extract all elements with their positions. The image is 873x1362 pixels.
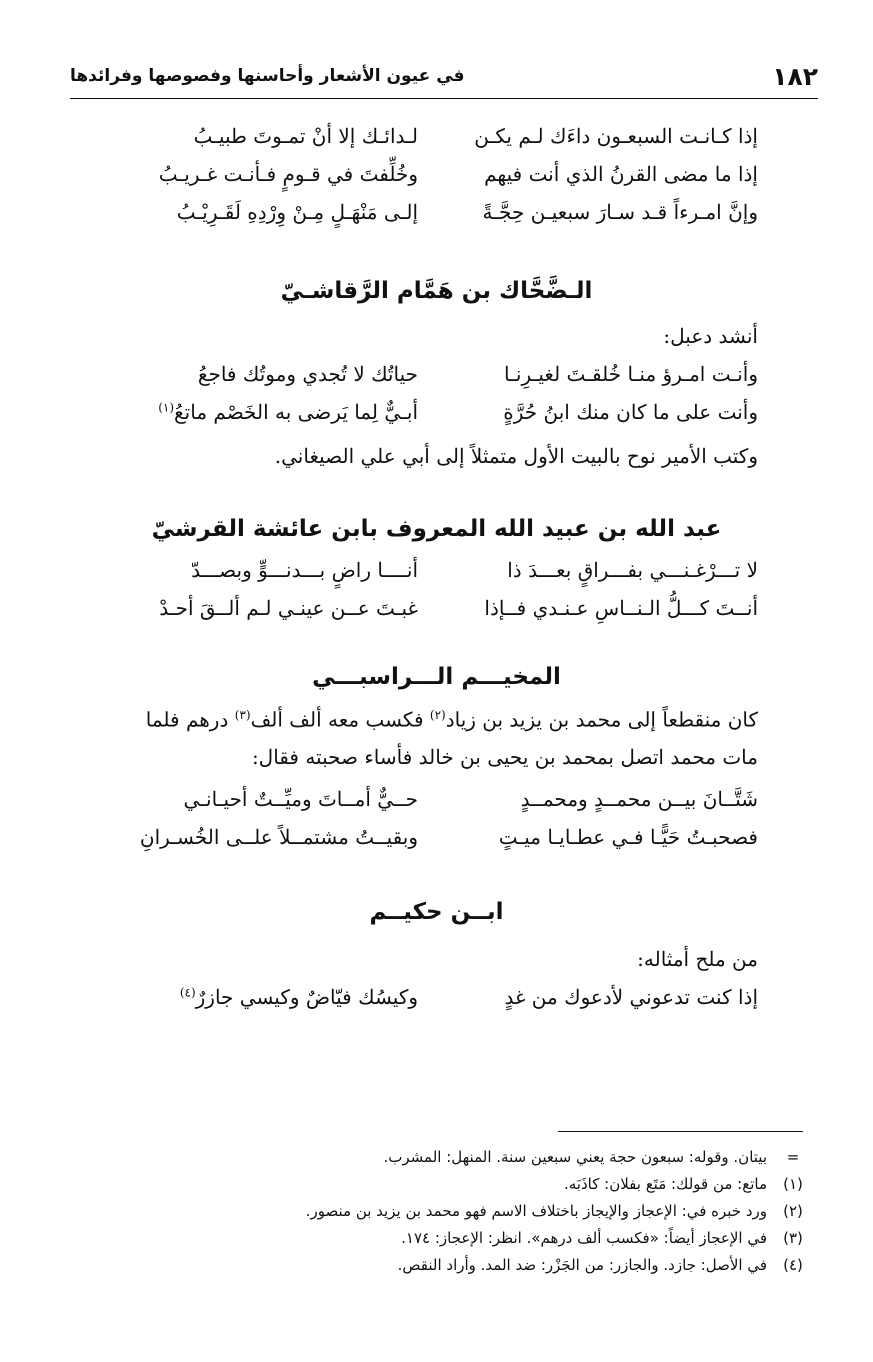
- footnote-ref: (٣): [234, 708, 251, 722]
- page-header: [70, 58, 818, 99]
- footnote-text: ورد خبره في: الإعجاز والإيجاز باختلاف الاسم فهو محمد بن يزيد بن منصور.: [305, 1202, 767, 1220]
- verse-hemistich-2: حياتُك لا تُجدي وموتُك فاجعُ: [197, 362, 418, 386]
- footnote-text: في الإعجاز أيضاً: «فكسب ألف درهم». انظر: الإعجاز: ١٧٤.: [401, 1229, 767, 1247]
- verse-hemistich-2: حــيٌّ أمــاتَ وميِّــتٌ أحيـانـي: [183, 786, 418, 811]
- intro-line: من ملح أمثاله:: [637, 946, 758, 971]
- prose-text: فكسب معه ألف ألف: [250, 707, 430, 732]
- page-content: [0, 110, 873, 1017]
- verse-line: [0, 356, 873, 394]
- footnote: [70, 1202, 811, 1229]
- footnote-mark: =: [786, 1148, 800, 1166]
- footnote-text: ماتع: من قولك: مَتَع بفلان: كاذَبَه.: [564, 1175, 767, 1193]
- section-heading: الـضَّحَّاك بن هَمَّام الرَّقاشـيّ: [280, 278, 593, 304]
- verse-hemistich-2: لـدائـك إلا أنْ تمـوتَ طبيـبُ: [193, 124, 418, 148]
- verse-line: [0, 979, 873, 1017]
- verse-hemistich-2: وبقيــتُ مشتمــلاً علــى الخُسـرانِ: [139, 824, 418, 849]
- verse-hemistich-1: وأنت على ما كان منك ابنُ حُرَّةٍ: [503, 400, 758, 424]
- page-number: ١٨٢: [772, 62, 818, 91]
- prose-paragraph: وكتب الأمير نوح بالبيت الأول متمثلاً إلى أبي علي الصيغاني.: [274, 444, 758, 468]
- verse-hemistich-1: وإنَّ امـرءاً قـد سـارَ سبعيـن حِجَّـةً: [482, 200, 758, 224]
- footnote: [70, 1148, 811, 1175]
- intro-line: أنشد دعبل:: [663, 324, 758, 348]
- verse-hemistich-2: إلـى مَنْهَـلٍ مِـنْ وِرْدِهِ لَقَـرِيْـبُ: [176, 200, 418, 224]
- footnote-mark: (٢): [783, 1202, 803, 1220]
- verse-hemistich-2: وخُلِّفتَ في قـومٍ فـأنـت غـريـبُ: [158, 162, 418, 186]
- prose-text: درهم فلما: [145, 707, 235, 732]
- verse-line: [0, 781, 873, 819]
- footnote-mark: (١): [783, 1175, 803, 1193]
- verse-hemistich-1: وأنـت امـرؤ منـا خُلقـتَ لغيـرِنـا: [503, 362, 758, 386]
- hemistich-text: وكيسُك فيّاضٌ وكيسي جازرٌ: [195, 984, 418, 1009]
- verse-line: [0, 118, 873, 156]
- footnotes: [70, 1148, 811, 1283]
- verse-hemistich-1: إذا ما مضى القرنُ الذي أنت فيهم: [484, 162, 758, 186]
- section-heading: المخيـــم الـــراسبـــي: [312, 664, 561, 690]
- footnote-mark: (٣): [783, 1229, 803, 1247]
- section-heading: ابــن حكيــم: [369, 898, 504, 925]
- verse-hemistich-1: لا تـــرْغـنـــي بفـــراقٍ بعـــدَ ذا: [507, 558, 758, 582]
- verse-hemistich-1: أنــتَ كـــلُّ الـنــاسِ عـنـدي فــإذا: [484, 596, 758, 620]
- prose-paragraph: مات محمد اتصل بمحمد بن يحيى بن خالد فأساء صحبته فقال:: [251, 744, 758, 769]
- verse-hemistich-2: [158, 400, 418, 424]
- verse-line: [0, 156, 873, 194]
- section-heading: عبد الله بن عبيد الله المعروف بابن عائشة القرشيّ: [151, 516, 722, 542]
- verse-line: [0, 194, 873, 232]
- running-title: في عيون الأشعار وأحاسنها وفصوصها وفرائدها: [70, 66, 465, 86]
- verse-hemistich-1: إذا كنت تدعوني لأدعوك من غدٍ: [504, 984, 758, 1009]
- footnote: [70, 1256, 811, 1283]
- hemistich-text: أبـيٌّ لِما يَرضى به الخَصْم ماتعُ: [174, 400, 418, 424]
- verse-line: [0, 590, 873, 628]
- verse-hemistich-2: أنــــا راضٍ بـــدنـــوٍّ وبصـــدّ: [191, 558, 418, 582]
- footnote-ref: (٢): [429, 708, 446, 722]
- footnote: [70, 1175, 811, 1202]
- footnote: [70, 1229, 811, 1256]
- footnote-text: بيتان. وقوله: سبعون حجة يعني سبعين سنة. المنهل: المشرب.: [383, 1148, 767, 1166]
- footnote-text: في الأصل: جازد. والجازر: من الجَزْر: ضد المد. وأراد النقص.: [397, 1256, 767, 1274]
- verse-line: [0, 552, 873, 590]
- verse-hemistich-1: إذا كـانـت السبعـون داءَك لـم يكـن: [474, 124, 758, 148]
- verse-hemistich-1: فصحبـتُ حَيًّـا فـي عطـايـا ميـتٍ: [498, 824, 758, 849]
- verse-line: [0, 394, 873, 432]
- footnote-ref: (٤): [179, 985, 196, 999]
- verse-hemistich-1: شَتَّــانَ بيــن محمــدٍ ومحمــدٍ: [520, 786, 758, 811]
- footnote-ref: (١): [158, 400, 175, 415]
- footnote-divider: [558, 1131, 803, 1132]
- verse-line: [0, 819, 873, 857]
- verse-hemistich-2: [180, 985, 418, 1009]
- footnote-mark: (٤): [783, 1256, 803, 1274]
- verse-hemistich-2: غبـتَ عــن عينـي لـم ألــقَ أحـدْ: [159, 596, 418, 620]
- prose-text: كان منقطعاً إلى محمد بن يزيد بن زياد: [445, 707, 758, 732]
- prose-paragraph: [0, 696, 873, 739]
